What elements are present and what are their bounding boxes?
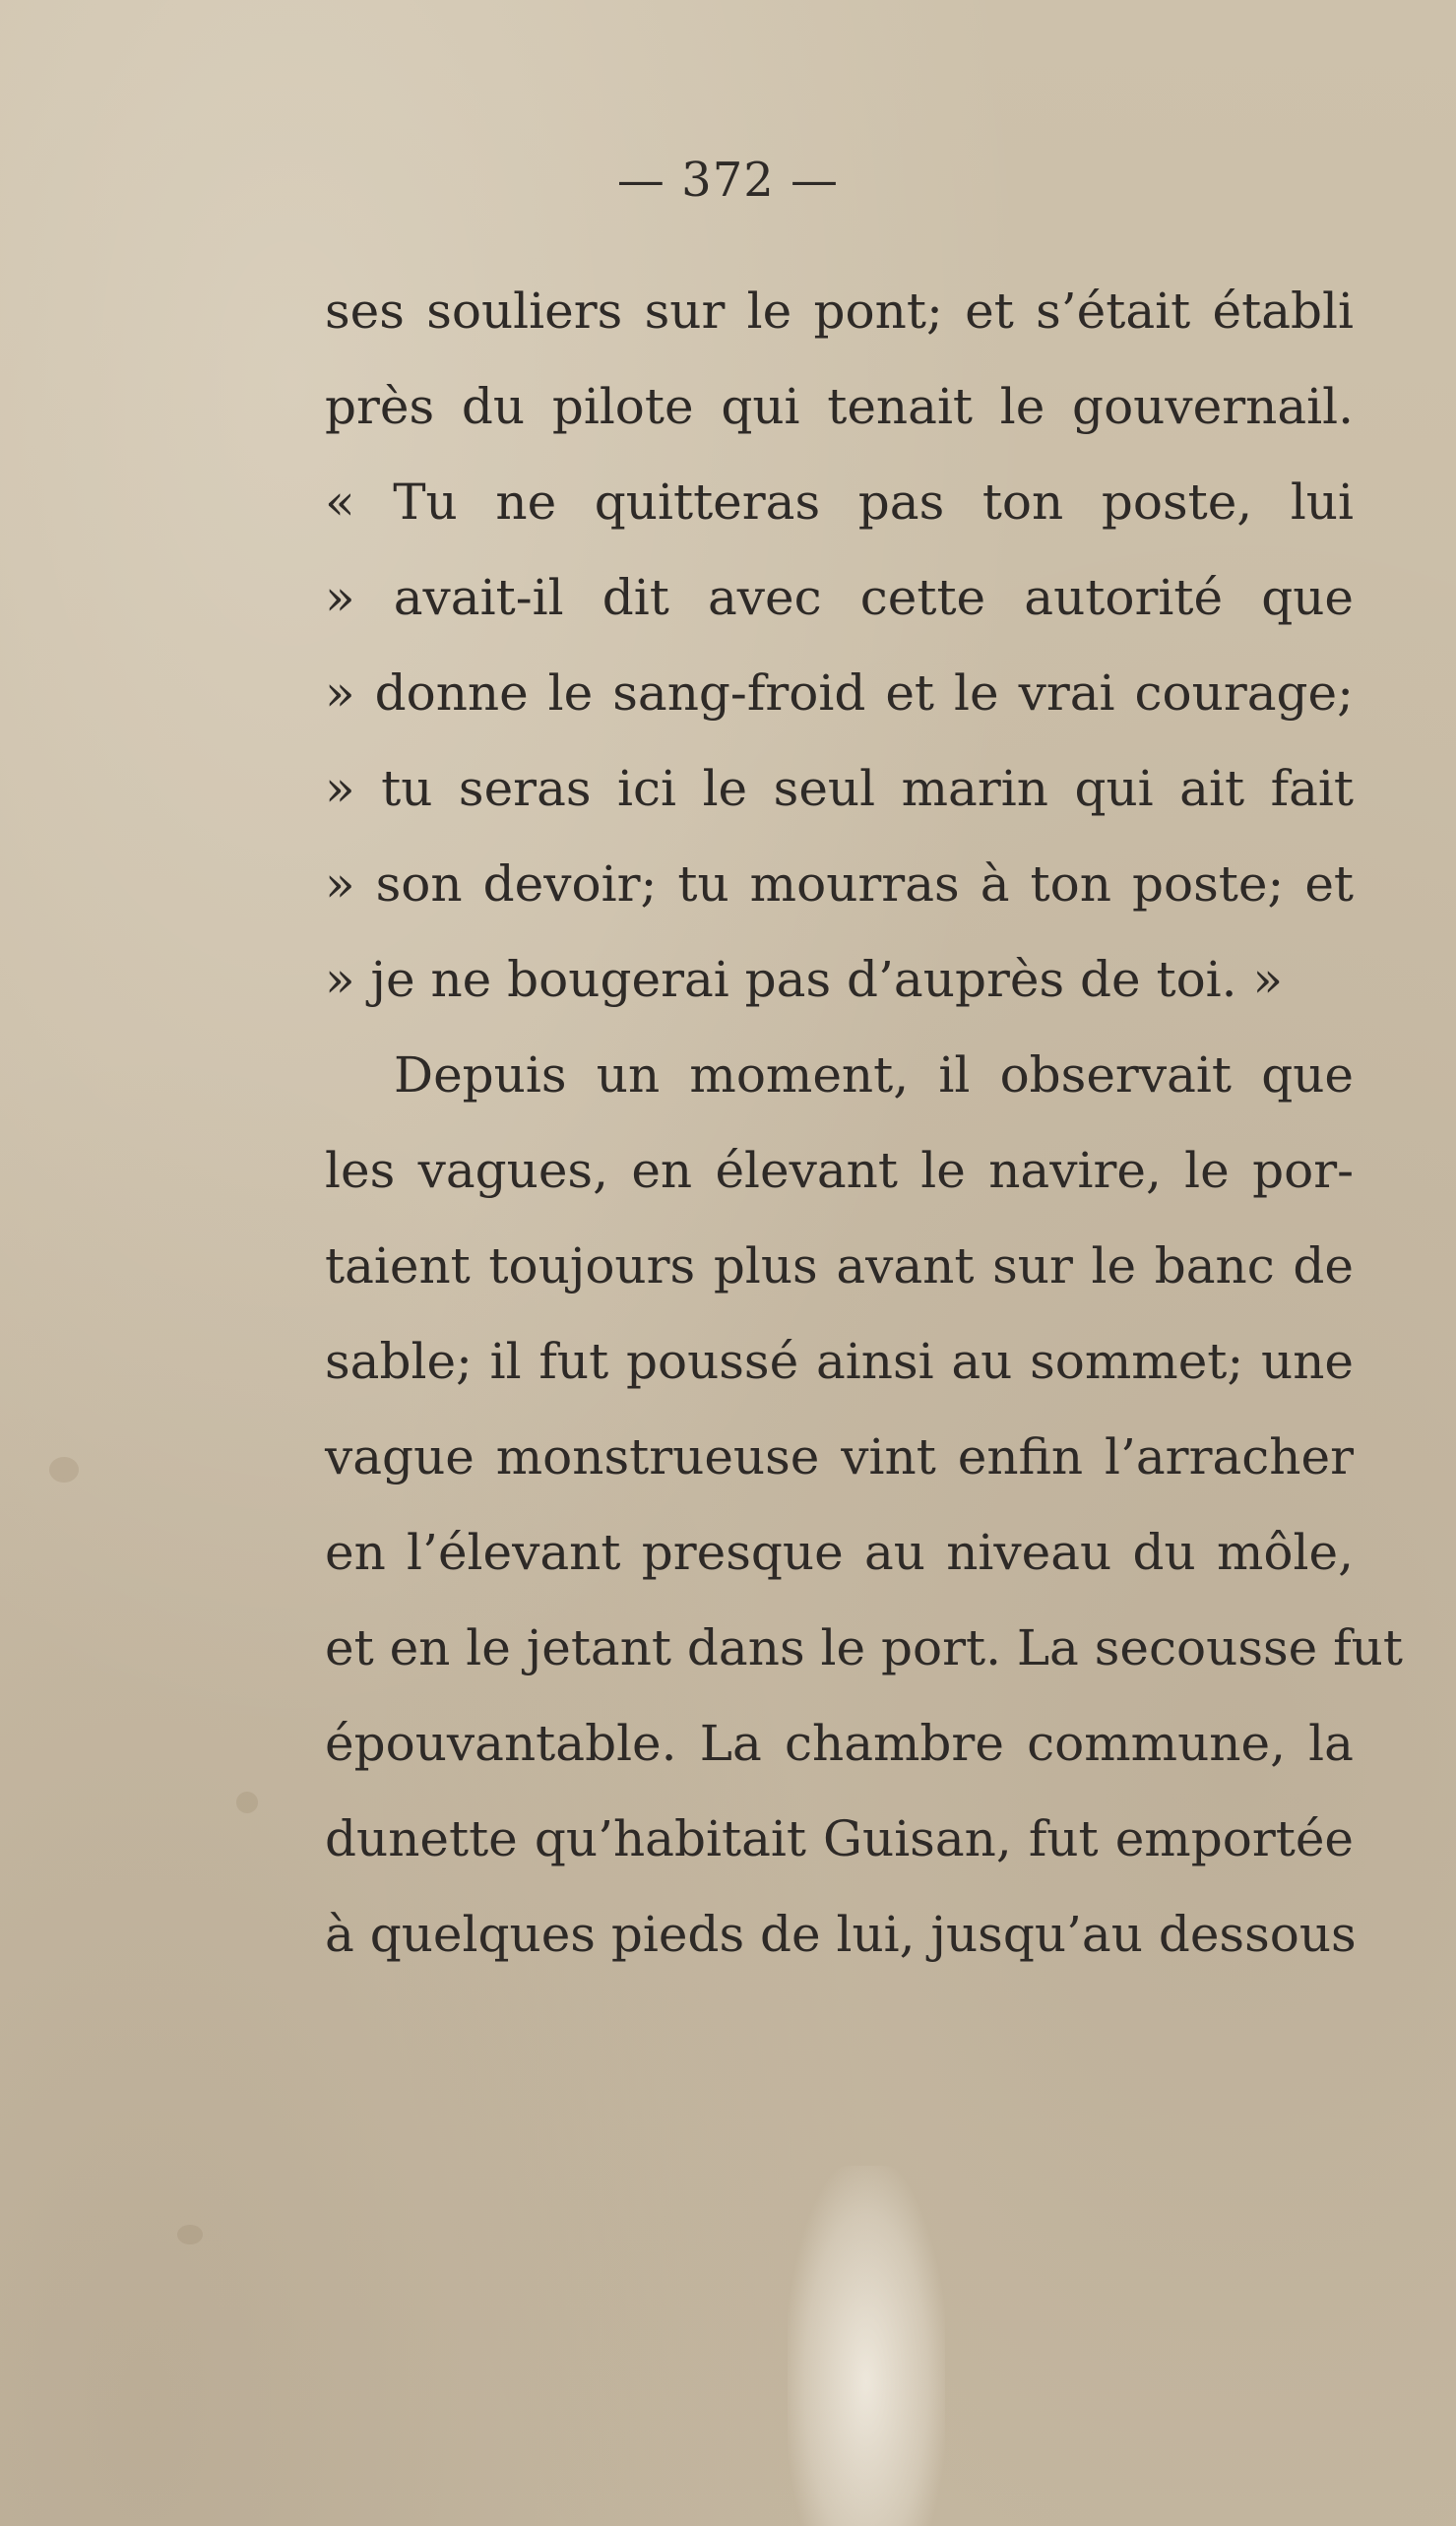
text-line: ses souliers sur le pont; et s’était établi bbox=[325, 283, 1354, 340]
paper-spot bbox=[236, 1792, 258, 1813]
text-line: à quelques pieds de lui, jusqu’au dessous bbox=[325, 1906, 1357, 1963]
text-line: épouvantable. La chambre commune, la bbox=[325, 1715, 1354, 1772]
text-line: » je ne bougerai pas d’auprès de toi. » bbox=[325, 951, 1284, 1008]
text-line: » tu seras ici le seul marin qui ait fait bbox=[325, 760, 1354, 817]
text-line: » donne le sang-froid et le vrai courage; bbox=[325, 664, 1354, 722]
text-line: « Tu ne quitteras pas ton poste, lui bbox=[325, 474, 1354, 531]
text-line: dunette qu’habitait Guisan, fut emportée bbox=[325, 1810, 1354, 1867]
text-line: Depuis un moment, il observait que bbox=[394, 1046, 1354, 1104]
text-line: sable; il fut poussé ainsi au sommet; une bbox=[325, 1333, 1354, 1390]
text-line: les vagues, en élevant le navire, le por- bbox=[325, 1142, 1354, 1199]
page-number: — 372 — bbox=[616, 153, 840, 208]
text-line: et en le jetant dans le port. La secousse fut bbox=[325, 1619, 1403, 1676]
text-line: taient toujours plus avant sur le banc de bbox=[325, 1237, 1354, 1295]
text-line: » son devoir; tu mourras à ton poste; et bbox=[325, 855, 1354, 913]
text-line: vague monstrueuse vint enfin l’arracher bbox=[325, 1428, 1354, 1485]
text-line: près du pilote qui tenait le gouvernail. bbox=[325, 378, 1354, 435]
body-text bbox=[325, 264, 1403, 1983]
paper-spot bbox=[49, 1457, 79, 1483]
text-line: en l’élevant presque au niveau du môle, bbox=[325, 1524, 1354, 1581]
text-line: » avait-il dit avec cette autorité que bbox=[325, 569, 1354, 626]
paper-spot bbox=[177, 2225, 203, 2244]
paper-stain bbox=[788, 2166, 945, 2526]
